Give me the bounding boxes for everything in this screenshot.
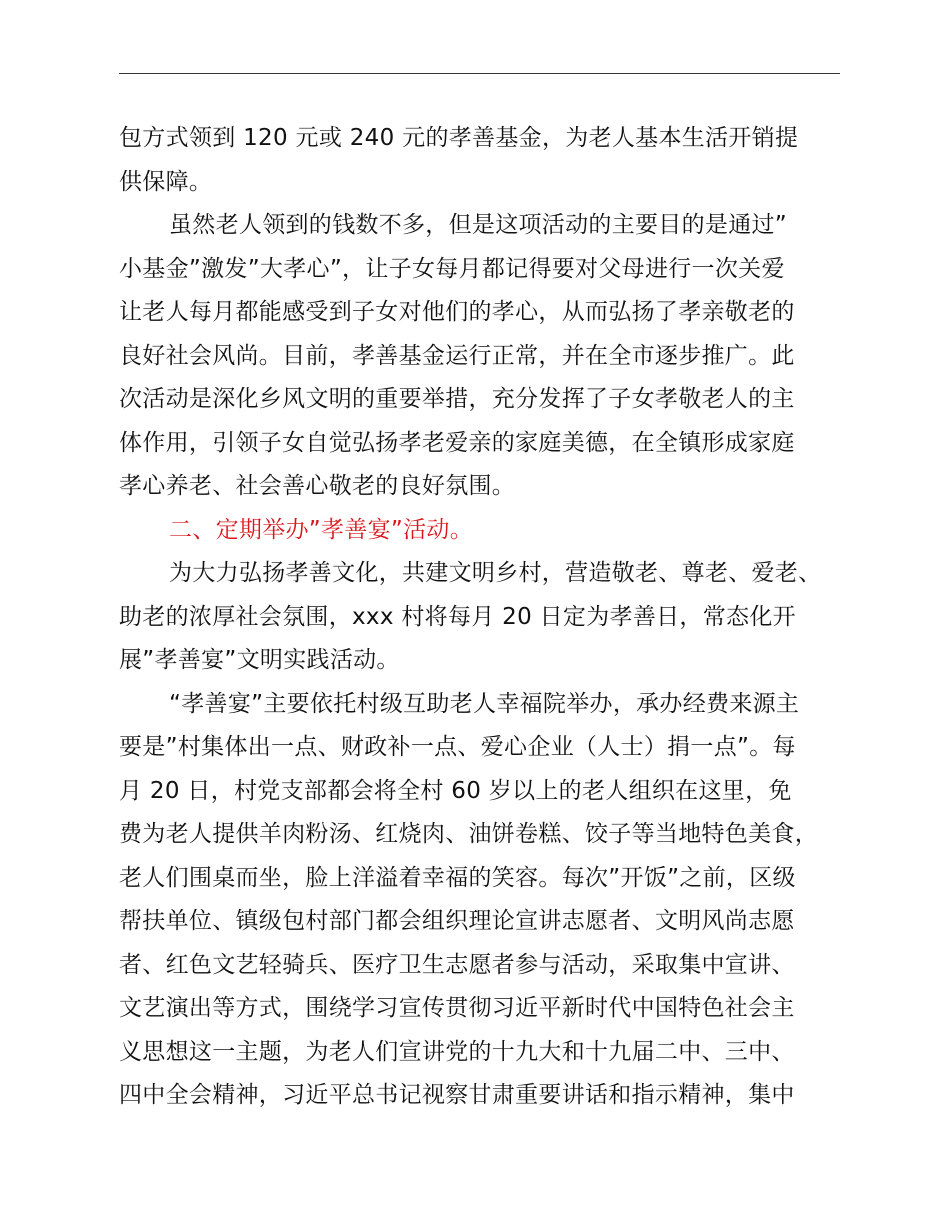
paragraph-line: 文艺演出等方式，围绕学习宣传贯彻习近平新时代中国特色社会主 <box>119 995 795 1021</box>
paragraph-line: 四中全会精神，习近平总书记视察甘肃重要讲话和指示精神，集中 <box>119 1082 795 1108</box>
paragraph-line: 助老的浓厚社会氛围，xxx 村将每月 20 日定为孝善日，常态化开 <box>119 603 796 630</box>
paragraph-line: 供保障。 <box>119 168 213 195</box>
paragraph-line: “孝善宴”主要依托村级互助老人幸福院举办，承办经费来源主 <box>169 690 800 717</box>
paragraph-line: 良好社会风尚。目前，孝善基金运行正常，并在全市逐步推广。此 <box>119 342 795 369</box>
paragraph-line: 次活动是深化乡风文明的重要举措，充分发挥了子女孝敬老人的主 <box>119 386 795 412</box>
paragraph-line: 展”孝善宴”文明实践活动。 <box>119 647 400 673</box>
paragraph-line: 让老人每月都能感受到子女对他们的孝心，从而弘扬了孝亲敬老的 <box>119 299 795 325</box>
paragraph-line: 孝心养老、社会善心敬老的良好氛围。 <box>119 473 516 499</box>
section-heading: 二、定期举办”孝善宴”活动。 <box>169 516 474 543</box>
paragraph-line: 为大力弘扬孝善文化，共建文明乡村，营造敬老、尊老、爱老、 <box>169 560 822 586</box>
header-rule <box>119 73 840 74</box>
paragraph-line: 费为老人提供羊肉粉汤、红烧肉、油饼卷糕、饺子等当地特色美食， <box>119 821 818 847</box>
paragraph-line: 老人们围桌而坐，脸上洋溢着幸福的笑容。每次”开饭”之前，区级 <box>119 864 796 891</box>
paragraph-line: 虽然老人领到的钱数不多，但是这项活动的主要目的是通过” <box>169 212 788 238</box>
document-body <box>119 117 879 1118</box>
paragraph-line: 要是”村集体出一点、财政补一点、爱心企业（人士）捐一点”。每 <box>119 734 796 760</box>
paragraph-line: 者、红色文艺轻骑兵、医疗卫生志愿者参与活动，采取集中宣讲、 <box>119 951 795 978</box>
paragraph-line: 体作用，引领子女自觉弘扬孝老爱亲的家庭美德，在全镇形成家庭 <box>119 429 795 456</box>
paragraph-line: 包方式领到 120 元或 240 元的孝善基金，为老人基本生活开销提 <box>119 125 799 151</box>
paragraph-line: 义思想这一主题，为老人们宣讲党的十九大和十九届二中、三中、 <box>119 1038 795 1065</box>
paragraph-line: 帮扶单位、镇级包村部门都会组织理论宣讲志愿者、文明风尚志愿 <box>119 908 795 934</box>
paragraph-line: 月 20 日，村党支部都会将全村 60 岁以上的老人组织在这里，免 <box>119 777 792 804</box>
paragraph-line: 小基金”激发”大孝心”，让子女每月都记得要对父母进行一次关爱 <box>119 255 785 282</box>
